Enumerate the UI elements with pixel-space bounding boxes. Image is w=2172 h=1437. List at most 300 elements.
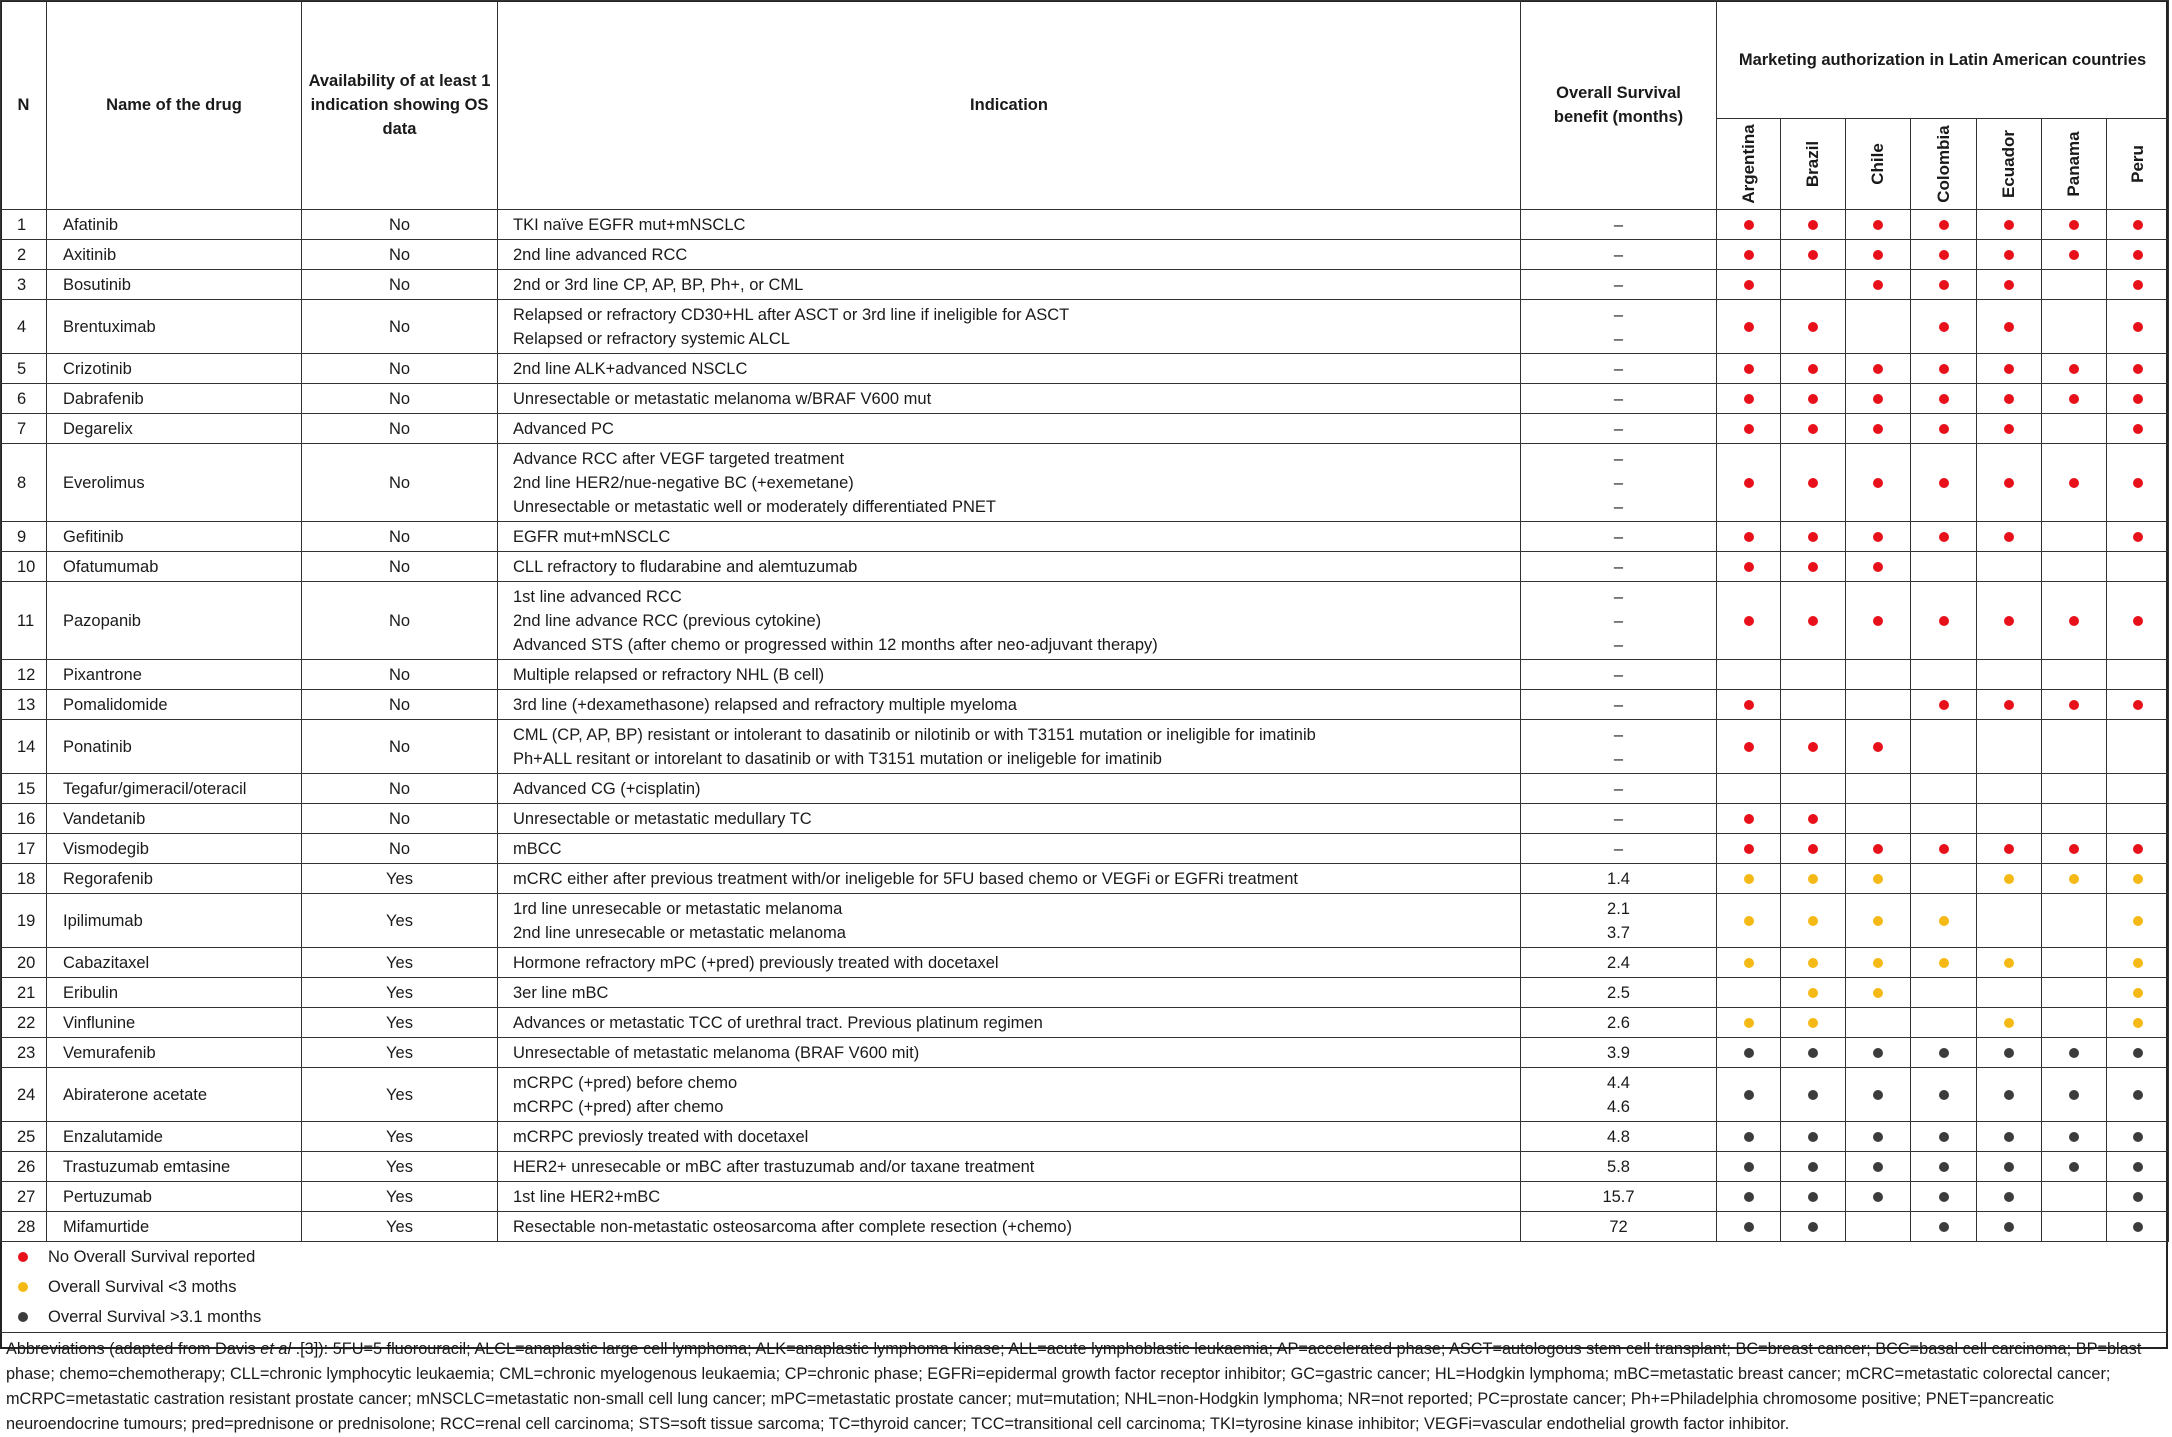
authorization-panama: [2042, 522, 2107, 552]
authorized-dot-icon: [1744, 916, 1754, 926]
authorized-dot-icon: [1808, 1222, 1818, 1232]
os-benefit-value: 4.8: [1607, 1127, 1630, 1146]
authorization-colombia: [1911, 1068, 1977, 1122]
authorized-dot-icon: [1808, 364, 1818, 374]
authorization-brazil: [1781, 270, 1846, 300]
authorization-colombia: [1911, 864, 1977, 894]
authorized-dot-icon: [1873, 988, 1883, 998]
os-benefit-cell: [1521, 864, 1717, 894]
os-benefit-value: 1.4: [1607, 869, 1630, 888]
indication-line: TKI naïve EGFR mut+mNSCLC: [513, 215, 746, 234]
row-number: 26: [1, 1152, 47, 1182]
authorized-dot-icon: [2004, 844, 2014, 854]
drug-name: Regorafenib: [47, 864, 302, 894]
authorized-dot-icon: [2133, 874, 2143, 884]
authorization-ecuador: [1977, 270, 2042, 300]
authorization-panama: [2042, 1008, 2107, 1038]
indication-cell: [498, 1038, 1521, 1068]
authorization-argentina: [1717, 1182, 1781, 1212]
authorized-dot-icon: [1808, 532, 1818, 542]
legend-item: [0, 1302, 2168, 1332]
row-number: 6: [1, 384, 47, 414]
authorization-peru: [2107, 1152, 2169, 1182]
table-row: [1, 1038, 2169, 1068]
table-row: [1, 864, 2169, 894]
indication-line: 2nd line advanced RCC: [513, 245, 688, 264]
table-row: [1, 948, 2169, 978]
authorized-dot-icon: [2069, 700, 2079, 710]
authorization-ecuador: [1977, 384, 2042, 414]
authorization-panama: [2042, 660, 2107, 690]
table-row: [1, 1122, 2169, 1152]
authorized-dot-icon: [2004, 394, 2014, 404]
os-availability: Yes: [302, 864, 498, 894]
header-country-brazil: [1781, 119, 1846, 210]
authorized-dot-icon: [1808, 562, 1818, 572]
authorization-colombia: [1911, 210, 1977, 240]
authorization-argentina: [1717, 384, 1781, 414]
indication-line: CLL refractory to fludarabine and alemtuzumab: [513, 557, 858, 576]
indication-cell: [498, 384, 1521, 414]
os-benefit-value: 4.6: [1607, 1097, 1630, 1116]
authorized-dot-icon: [1744, 844, 1754, 854]
authorization-chile: [1846, 1008, 1911, 1038]
os-benefit-value: –: [1613, 497, 1624, 516]
country-label: Brazil: [1803, 140, 1822, 188]
authorization-colombia: [1911, 660, 1977, 690]
authorized-dot-icon: [1808, 844, 1818, 854]
authorization-ecuador: [1977, 354, 2042, 384]
table-row: [1, 774, 2169, 804]
os-benefit-cell: [1521, 384, 1717, 414]
os-availability: No: [302, 240, 498, 270]
row-number: 28: [1, 1212, 47, 1242]
authorized-dot-icon: [1939, 1162, 1949, 1172]
row-number: 18: [1, 864, 47, 894]
authorization-ecuador: [1977, 864, 2042, 894]
os-benefit-cell: [1521, 552, 1717, 582]
authorization-brazil: [1781, 774, 1846, 804]
table-row: [1, 444, 2169, 522]
authorization-colombia: [1911, 1152, 1977, 1182]
authorized-dot-icon: [1808, 742, 1818, 752]
authorization-ecuador: [1977, 582, 2042, 660]
indication-line: mBCC: [513, 839, 562, 858]
authorized-dot-icon: [1808, 814, 1818, 824]
authorized-dot-icon: [1939, 1090, 1949, 1100]
authorization-panama: [2042, 582, 2107, 660]
os-benefit-value: –: [1613, 557, 1624, 576]
indication-cell: [498, 300, 1521, 354]
drug-name: Axitinib: [47, 240, 302, 270]
row-number: 13: [1, 690, 47, 720]
authorization-ecuador: [1977, 552, 2042, 582]
drug-name: Pomalidomide: [47, 690, 302, 720]
authorized-dot-icon: [1744, 364, 1754, 374]
indication-line: 3rd line (+dexamethasone) relapsed and refractory multiple myeloma: [513, 695, 1017, 714]
os-availability: No: [302, 270, 498, 300]
os-benefit-value: –: [1613, 527, 1624, 546]
os-benefit-value: –: [1613, 359, 1624, 378]
os-benefit-value: –: [1613, 611, 1624, 630]
indication-line: Advanced PC: [513, 419, 614, 438]
authorization-ecuador: [1977, 522, 2042, 552]
indication-line: EGFR mut+mNSCLC: [513, 527, 671, 546]
os-benefit-value: –: [1613, 779, 1624, 798]
header-country-ecuador: [1977, 119, 2042, 210]
authorization-peru: [2107, 834, 2169, 864]
legend-item: [0, 1272, 2168, 1302]
authorization-ecuador: [1977, 444, 2042, 522]
authorized-dot-icon: [2133, 1162, 2143, 1172]
authorized-dot-icon: [1744, 280, 1754, 290]
os-benefit-cell: [1521, 582, 1717, 660]
authorization-colombia: [1911, 1122, 1977, 1152]
authorization-argentina: [1717, 444, 1781, 522]
os-benefit-value: –: [1613, 695, 1624, 714]
indication-line: Relapsed or refractory CD30+HL after ASCT or 3rd line if ineligible for ASCT: [513, 305, 1070, 324]
os-availability: Yes: [302, 1008, 498, 1038]
authorized-dot-icon: [2069, 616, 2079, 626]
authorized-dot-icon: [1744, 1192, 1754, 1202]
os-benefit-cell: [1521, 1122, 1717, 1152]
authorization-argentina: [1717, 1152, 1781, 1182]
indication-line: 1st line advanced RCC: [513, 587, 682, 606]
indication-line: Relapsed or refractory systemic ALCL: [513, 329, 790, 348]
authorization-ecuador: [1977, 720, 2042, 774]
authorized-dot-icon: [2004, 1222, 2014, 1232]
row-number: 5: [1, 354, 47, 384]
authorization-peru: [2107, 1182, 2169, 1212]
authorization-peru: [2107, 522, 2169, 552]
authorization-peru: [2107, 210, 2169, 240]
authorized-dot-icon: [2069, 364, 2079, 374]
authorization-chile: [1846, 270, 1911, 300]
authorization-ecuador: [1977, 804, 2042, 834]
drug-name: Enzalutamide: [47, 1122, 302, 1152]
authorization-argentina: [1717, 552, 1781, 582]
os-benefit-cell: [1521, 240, 1717, 270]
authorization-ecuador: [1977, 774, 2042, 804]
authorization-peru: [2107, 240, 2169, 270]
row-number: 25: [1, 1122, 47, 1152]
authorization-colombia: [1911, 414, 1977, 444]
authorization-panama: [2042, 1068, 2107, 1122]
indication-cell: [498, 720, 1521, 774]
os-benefit-cell: [1521, 690, 1717, 720]
authorization-panama: [2042, 1212, 2107, 1242]
authorization-colombia: [1911, 354, 1977, 384]
table-row: [1, 1008, 2169, 1038]
authorized-dot-icon: [1873, 916, 1883, 926]
authorization-brazil: [1781, 1122, 1846, 1152]
authorization-brazil: [1781, 1008, 1846, 1038]
indication-line: Advanced STS (after chemo or progressed within 12 months after neo-adjuvant therapy): [513, 635, 1158, 654]
drug-name: Degarelix: [47, 414, 302, 444]
os-benefit-value: 2.4: [1607, 953, 1630, 972]
indication-line: 3er line mBC: [513, 983, 609, 1002]
authorized-dot-icon: [1873, 562, 1883, 572]
legend: [0, 1242, 2168, 1332]
os-benefit-cell: [1521, 720, 1717, 774]
authorization-ecuador: [1977, 1008, 2042, 1038]
header-drug-name: Name of the drug: [47, 1, 302, 210]
authorized-dot-icon: [1939, 250, 1949, 260]
drug-name: Everolimus: [47, 444, 302, 522]
authorized-dot-icon: [1873, 220, 1883, 230]
authorization-brazil: [1781, 804, 1846, 834]
authorized-dot-icon: [2133, 532, 2143, 542]
indication-cell: [498, 354, 1521, 384]
authorized-dot-icon: [1873, 532, 1883, 542]
authorization-chile: [1846, 1182, 1911, 1212]
authorization-chile: [1846, 240, 1911, 270]
os-benefit-cell: [1521, 834, 1717, 864]
authorized-dot-icon: [2133, 364, 2143, 374]
authorized-dot-icon: [2133, 1018, 2143, 1028]
table-row: [1, 894, 2169, 948]
authorized-dot-icon: [1939, 916, 1949, 926]
os-benefit-value: 15.7: [1602, 1187, 1635, 1206]
os-benefit-cell: [1521, 948, 1717, 978]
authorized-dot-icon: [2133, 394, 2143, 404]
authorization-peru: [2107, 444, 2169, 522]
authorized-dot-icon: [1744, 1090, 1754, 1100]
row-number: 14: [1, 720, 47, 774]
os-availability: Yes: [302, 1182, 498, 1212]
authorized-dot-icon: [2133, 1192, 2143, 1202]
authorized-dot-icon: [2133, 988, 2143, 998]
country-label: Colombia: [1933, 125, 1953, 203]
os-availability: No: [302, 720, 498, 774]
authorization-colombia: [1911, 1038, 1977, 1068]
authorization-peru: [2107, 354, 2169, 384]
authorized-dot-icon: [1873, 250, 1883, 260]
os-availability: Yes: [302, 1122, 498, 1152]
table-row: [1, 270, 2169, 300]
authorized-dot-icon: [2004, 1018, 2014, 1028]
authorization-ecuador: [1977, 1068, 2042, 1122]
header-country-panama: [2042, 119, 2107, 210]
os-benefit-cell: [1521, 1008, 1717, 1038]
authorized-dot-icon: [2133, 616, 2143, 626]
authorized-dot-icon: [1744, 394, 1754, 404]
authorized-dot-icon: [1744, 814, 1754, 824]
authorized-dot-icon: [1873, 874, 1883, 884]
authorization-peru: [2107, 978, 2169, 1008]
authorization-chile: [1846, 690, 1911, 720]
authorization-brazil: [1781, 978, 1846, 1008]
authorization-chile: [1846, 774, 1911, 804]
authorized-dot-icon: [1744, 532, 1754, 542]
authorization-brazil: [1781, 300, 1846, 354]
os-benefit-value: –: [1613, 839, 1624, 858]
authorization-colombia: [1911, 834, 1977, 864]
indication-line: Advance RCC after VEGF targeted treatment: [513, 449, 845, 468]
authorized-dot-icon: [1873, 844, 1883, 854]
authorization-panama: [2042, 384, 2107, 414]
authorization-ecuador: [1977, 834, 2042, 864]
row-number: 16: [1, 804, 47, 834]
header-countries-title: Marketing authorization in Latin American countries: [1717, 1, 2169, 119]
authorized-dot-icon: [2004, 616, 2014, 626]
row-number: 9: [1, 522, 47, 552]
authorization-peru: [2107, 864, 2169, 894]
indication-line: 2nd line HER2/nue-negative BC (+exemetane): [513, 473, 854, 492]
authorization-argentina: [1717, 1212, 1781, 1242]
os-availability: No: [302, 690, 498, 720]
os-benefit-value: 72: [1609, 1217, 1628, 1236]
authorization-colombia: [1911, 690, 1977, 720]
authorized-dot-icon: [2069, 220, 2079, 230]
authorization-ecuador: [1977, 1122, 2042, 1152]
indication-cell: [498, 894, 1521, 948]
os-benefit-value: –: [1613, 665, 1624, 684]
legend-dot-icon: [18, 1312, 28, 1322]
indication-cell: [498, 270, 1521, 300]
authorization-panama: [2042, 834, 2107, 864]
authorization-panama: [2042, 1182, 2107, 1212]
indication-cell: [498, 1122, 1521, 1152]
authorized-dot-icon: [1744, 874, 1754, 884]
authorization-chile: [1846, 384, 1911, 414]
authorized-dot-icon: [2004, 1090, 2014, 1100]
authorization-ecuador: [1977, 210, 2042, 240]
authorized-dot-icon: [2004, 1162, 2014, 1172]
table-row: [1, 1068, 2169, 1122]
authorized-dot-icon: [2004, 478, 2014, 488]
authorization-panama: [2042, 444, 2107, 522]
indication-cell: [498, 240, 1521, 270]
table-row: [1, 720, 2169, 774]
authorized-dot-icon: [1873, 616, 1883, 626]
authorized-dot-icon: [1939, 394, 1949, 404]
indication-cell: [498, 804, 1521, 834]
header-country-peru: [2107, 119, 2169, 210]
authorization-colombia: [1911, 240, 1977, 270]
authorized-dot-icon: [2004, 322, 2014, 332]
authorization-brazil: [1781, 1152, 1846, 1182]
authorization-chile: [1846, 834, 1911, 864]
os-benefit-value: –: [1613, 245, 1624, 264]
indication-cell: [498, 834, 1521, 864]
authorized-dot-icon: [2069, 478, 2079, 488]
os-availability: Yes: [302, 948, 498, 978]
drug-name: Mifamurtide: [47, 1212, 302, 1242]
header-os-benefit: Overall Survival benefit (months): [1521, 1, 1717, 210]
authorization-ecuador: [1977, 894, 2042, 948]
authorization-chile: [1846, 660, 1911, 690]
authorization-ecuador: [1977, 690, 2042, 720]
os-benefit-cell: [1521, 1038, 1717, 1068]
indication-cell: [498, 1212, 1521, 1242]
os-benefit-value: 3.9: [1607, 1043, 1630, 1062]
authorized-dot-icon: [2069, 1132, 2079, 1142]
indication-line: Advanced CG (+cisplatin): [513, 779, 701, 798]
drug-name: Gefitinib: [47, 522, 302, 552]
authorized-dot-icon: [1939, 322, 1949, 332]
row-number: 11: [1, 582, 47, 660]
legend-item: [0, 1242, 2168, 1272]
authorization-argentina: [1717, 300, 1781, 354]
authorization-chile: [1846, 948, 1911, 978]
authorization-argentina: [1717, 1122, 1781, 1152]
table-row: [1, 1182, 2169, 1212]
os-benefit-cell: [1521, 414, 1717, 444]
os-availability: Yes: [302, 1212, 498, 1242]
authorized-dot-icon: [2133, 424, 2143, 434]
os-benefit-cell: [1521, 270, 1717, 300]
authorized-dot-icon: [1808, 1192, 1818, 1202]
authorized-dot-icon: [1744, 958, 1754, 968]
authorized-dot-icon: [2133, 1222, 2143, 1232]
indication-line: 1rd line unresecable or metastatic melanoma: [513, 899, 843, 918]
authorization-argentina: [1717, 894, 1781, 948]
authorization-ecuador: [1977, 414, 2042, 444]
drug-name: Tegafur/gimeracil/oteracil: [47, 774, 302, 804]
authorization-chile: [1846, 414, 1911, 444]
authorization-brazil: [1781, 210, 1846, 240]
os-benefit-value: –: [1613, 419, 1624, 438]
authorized-dot-icon: [1808, 874, 1818, 884]
authorized-dot-icon: [1744, 424, 1754, 434]
authorized-dot-icon: [1873, 958, 1883, 968]
country-label: Panama: [2064, 131, 2083, 197]
row-number: 7: [1, 414, 47, 444]
authorization-brazil: [1781, 582, 1846, 660]
authorization-chile: [1846, 354, 1911, 384]
os-availability: Yes: [302, 978, 498, 1008]
authorization-chile: [1846, 1122, 1911, 1152]
indication-line: HER2+ unresecable or mBC after trastuzumab and/or taxane treatment: [513, 1157, 1035, 1176]
os-availability: No: [302, 522, 498, 552]
authorization-panama: [2042, 978, 2107, 1008]
authorization-chile: [1846, 1038, 1911, 1068]
authorization-ecuador: [1977, 240, 2042, 270]
authorized-dot-icon: [2133, 1048, 2143, 1058]
authorized-dot-icon: [1939, 844, 1949, 854]
authorization-chile: [1846, 978, 1911, 1008]
authorized-dot-icon: [1808, 250, 1818, 260]
authorization-panama: [2042, 414, 2107, 444]
os-availability: Yes: [302, 1068, 498, 1122]
os-benefit-value: 2.6: [1607, 1013, 1630, 1032]
authorized-dot-icon: [1808, 958, 1818, 968]
drug-name: Dabrafenib: [47, 384, 302, 414]
os-benefit-cell: [1521, 522, 1717, 552]
table-row: [1, 240, 2169, 270]
os-benefit-value: –: [1613, 587, 1624, 606]
os-availability: Yes: [302, 1152, 498, 1182]
drug-name: Pixantrone: [47, 660, 302, 690]
indication-line: Unresectable of metastatic melanoma (BRAF V600 mit): [513, 1043, 920, 1062]
authorization-chile: [1846, 1068, 1911, 1122]
indication-cell: [498, 1152, 1521, 1182]
os-benefit-cell: [1521, 660, 1717, 690]
authorized-dot-icon: [2069, 874, 2079, 884]
authorization-colombia: [1911, 978, 1977, 1008]
authorization-brazil: [1781, 552, 1846, 582]
authorization-argentina: [1717, 1038, 1781, 1068]
os-benefit-cell: [1521, 978, 1717, 1008]
indication-line: Unresectable or metastatic melanoma w/BRAF V600 mut: [513, 389, 932, 408]
authorized-dot-icon: [1939, 958, 1949, 968]
authorized-dot-icon: [2069, 394, 2079, 404]
authorized-dot-icon: [1939, 1132, 1949, 1142]
authorization-ecuador: [1977, 1212, 2042, 1242]
indication-line: Unresectable or metastatic well or moderately differentiated PNET: [513, 497, 996, 516]
os-benefit-value: –: [1613, 389, 1624, 408]
